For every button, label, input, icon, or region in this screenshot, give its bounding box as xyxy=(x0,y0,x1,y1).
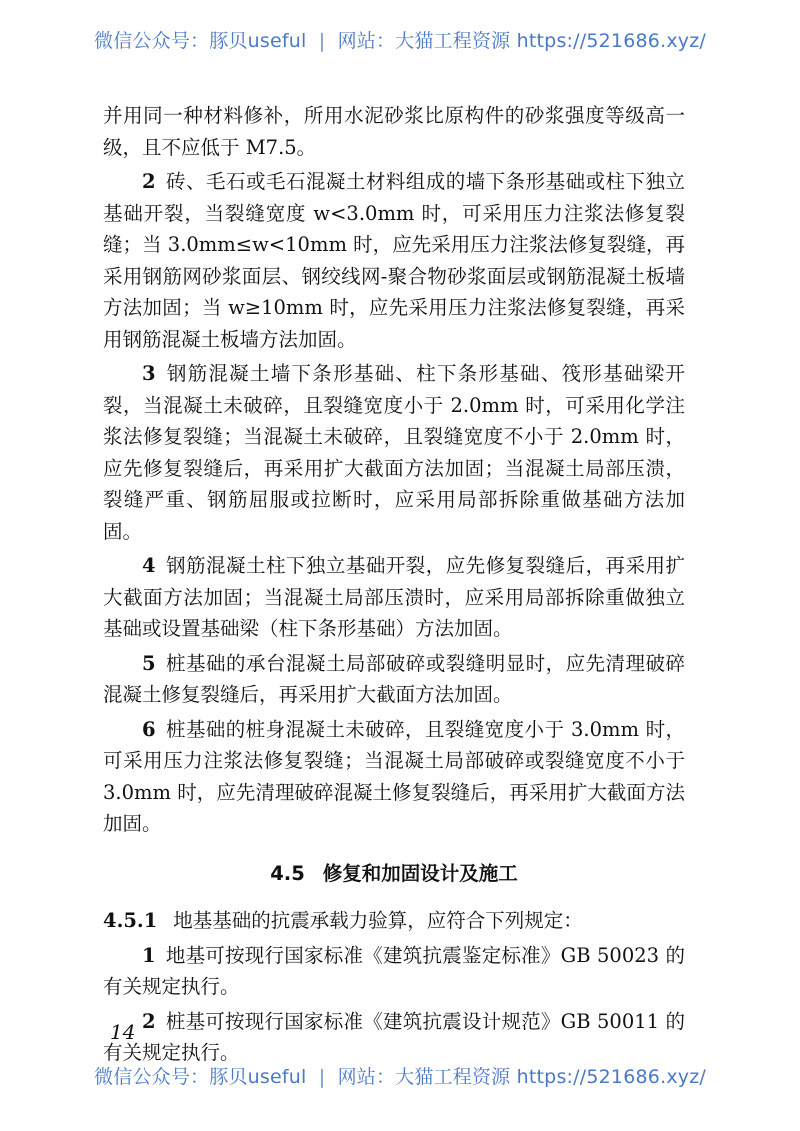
item-number: 6 xyxy=(142,717,156,741)
section-heading xyxy=(103,858,685,890)
list-item xyxy=(103,166,685,355)
clause-text: 地基基础的抗震承载力验算，应符合下列规定： xyxy=(173,909,583,932)
item-text: 砖、毛石或毛石混凝土材料组成的墙下条形基础或柱下独立基础开裂，当裂缝宽度 w<3.0mm 时，可采用压力注浆法修复裂缝；当 3.0mm≤w<10mm 时，应先采用压力注浆法修复裂缝，再采用钢筋网砂浆面层、钢绞线网-聚合物砂浆面层或钢筋混凝土板墙方法加固；当 w≥10mm 时，应先采用压力注浆法修复裂缝，再采用钢筋混凝土板墙方法加固。 xyxy=(103,170,685,351)
list-item xyxy=(103,358,685,547)
item-number: 1 xyxy=(142,943,156,967)
list-item xyxy=(103,940,685,1003)
list-item xyxy=(103,550,685,645)
item-text: 钢筋混凝土柱下独立基础开裂，应先修复裂缝后，再采用扩大截面方法加固；当混凝土局部压溃时，应采用局部拆除重做独立基础或设置基础梁（柱下条形基础）方法加固。 xyxy=(103,554,685,640)
item-number: 2 xyxy=(142,170,156,193)
watermark-header xyxy=(0,26,800,53)
list-item xyxy=(103,1006,685,1069)
item-text: 桩基可按现行国家标准《建筑抗震设计规范》GB 50011 的有关规定执行。 xyxy=(103,1009,685,1064)
watermark-separator: | xyxy=(318,30,326,52)
watermark-footer xyxy=(0,1062,800,1089)
watermark-site: 网站：大猫工程资源 xyxy=(337,30,511,52)
clause xyxy=(103,905,685,937)
document-body xyxy=(103,100,685,1069)
clause-number: 4.5.1 xyxy=(103,909,158,932)
item-text: 桩基础的桩身混凝土未破碎，且裂缝宽度小于 3.0mm 时，可采用压力注浆法修复裂缝；当混凝土局部破碎或裂缝宽度不小于 3.0mm 时，应先清理破碎混凝土修复裂缝后，再采用扩大截面方法加固。 xyxy=(103,717,685,835)
item-number: 3 xyxy=(142,362,156,385)
watermark-wechat: 微信公众号：豚贝useful xyxy=(94,30,307,52)
item-number: 4 xyxy=(142,554,156,577)
watermark-wechat: 微信公众号：豚贝useful xyxy=(94,1066,307,1088)
list-item xyxy=(103,648,685,711)
watermark-url: https://521686.xyz/ xyxy=(516,30,706,52)
watermark-site: 网站：大猫工程资源 xyxy=(337,1066,511,1088)
item-number: 2 xyxy=(142,1009,156,1033)
page-number: 14 xyxy=(110,1020,136,1044)
paragraph-continuation: 并用同一种材料修补，所用水泥砂浆比原构件的砂浆强度等级高一级，且不应低于 M7.5。 xyxy=(103,104,685,159)
watermark-url: https://521686.xyz/ xyxy=(516,1066,706,1088)
section-number: 4.5 xyxy=(270,861,305,885)
item-text: 钢筋混凝土墙下条形基础、柱下条形基础、筏形基础梁开裂，当混凝土未破碎，且裂缝宽度小于 2.0mm 时，可采用化学注浆法修复裂缝；当混凝土未破碎，且裂缝宽度不小于 2.0mm 时，应先修复裂缝后，再采用扩大截面方法加固；当混凝土局部压溃，裂缝严重、钢筋屈服或拉断时，应采用局部拆除重做基础方法加固。 xyxy=(103,362,685,543)
item-text: 桩基础的承台混凝土局部破碎或裂缝明显时，应先清理破碎混凝土修复裂缝后，再采用扩大截面方法加固。 xyxy=(103,651,685,706)
watermark-separator: | xyxy=(318,1066,326,1088)
item-text: 地基可按现行国家标准《建筑抗震鉴定标准》GB 50023 的有关规定执行。 xyxy=(103,943,685,998)
list-item xyxy=(103,714,685,840)
section-title: 修复和加固设计及施工 xyxy=(322,861,518,885)
item-number: 5 xyxy=(142,651,156,675)
